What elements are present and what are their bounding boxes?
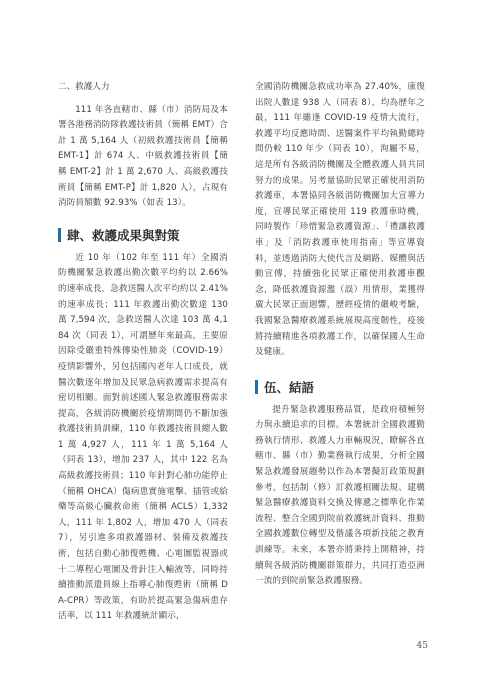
- section-heading-text: 伍、結語: [264, 379, 315, 395]
- section-heading-conclusion: [255, 377, 425, 397]
- paragraph-conclusion: 提升緊急救護服務品質，是政府積極努力與永續追求的目標。本署統計全國救護勤務執行情形、救護人力車輛現況，瞭解各直轄市、縣（市）勤業務執行成果，分析全國緊急救護發展趨勢以作為本署擬訂政策規劃參考，包括制（修）訂救護相關法規、建構緊急醫療救護資料交換及傳遞之標準化作業流程、整合全國到院前救護統計資料、推動全國救護數位轉型及偕議各項新技能之教育訓練等。未來，本署亦將秉持上開精神，持續與各級消防機關群策群力，共同打造亞洲一流的到院前緊急救護服務。: [255, 404, 425, 587]
- paragraph-results-continued: 全國消防機關急救成功率為 27.40%，康復出院人數達 938 人（同表 8），均為歷年之最，111 年雖逢 COVID-19 疫情大流行，救護平均反應時間、送醫案件平均執勤總時間仍較 110 年少（同表 10），洵屬不易，這是所有各級消防機關及全體救護人員共同努力的成果。另考量協助民眾正確使用消防救護車，本署協同各級消防機關加大宣導力度，宣導民眾正確使用 119 救護車時機，同時製作「珍惜緊急救護資源」、「禮讓救護車」及「消防救護車使用指南」等宣導資料，並透過消防大使代言及網路、媒體與活動宣傳，持續強化民眾正確使用救護車觀念，降低救護資源濫（誤）用情形，業獲得廣大民眾正面迴響，歷經疫情的嚴峻考驗，我國緊急醫療救護系統展現高度韌性，疫後將持續精進各項救護工作，以確保國人生命及健康。: [255, 82, 425, 358]
- right-column: [255, 80, 425, 590]
- paragraph-rescue-manpower: 111 年各直轄市、縣（市）消防局及本署各港務消防隊救護技術員（簡稱 EMT）合計 1 萬 5,164 人（初級救護技術員【簡稱 EMT-1】計 674 人、中級救護技術員【簡稱 EMT-2】計 1 萬 2,670 人、高級救護技術員【簡稱 EMT-P】計 1,820 人），占現有消防員額數 92.93%（如表 13）。: [58, 104, 228, 209]
- heading-accent-bar: [58, 228, 61, 242]
- section-heading-text: 肆、救護成果與對策: [67, 227, 180, 243]
- heading-accent-bar: [255, 380, 258, 394]
- left-column: [58, 80, 228, 625]
- page-number: 45: [416, 641, 428, 651]
- paragraph-results: 近 10 年（102 年至 111 年）全國消防機關緊急救護出勤次數平均約以 2.66% 的速率成長，急救送醫人次平均約以 2.41% 的速率成長；111 年救護出勤次數達 130 萬 7,594 次，急救送醫人次達 103 萬 4,184 次（同表 1），可謂歷年來最高，主要原因除受嚴重特殊傳染性肺炎（COVID-19）疫情影響外，另包括國內老年人口成長，就醫次數逐年增加及民眾急病救護需求提高有密切相關。面對前述國人緊急救護服務需求提高，各級消防機關於疫情期間仍不斷加強救護技術員訓練，110 年救護技術員總人數 1 萬 4,927 人，111 年 1 萬 5,164 人（同表 13），增加 237 人，其中 122 名為高級救護技術員；110 年針對心肺功能停止（簡稱 OHCA）傷病患實施電擊、插管或給藥等高級心臟救命術（簡稱 ACLS）1,332 人，111 年 1,802 人，增加 470 人（同表 7），另引進多項救護器材、裝備及救護技術，包括自動心肺復甦機、心電圖監視器或十二導程心電圖及骨針注入輸液等，同時持續推動派遣員線上指導心肺復甦術（簡稱 DA-CPR）等政策，有助於提高緊急傷病患存活率，以 111 年救護統計顯示，: [58, 252, 228, 622]
- section-subheading: 二、救護人力: [58, 82, 110, 92]
- section-heading-results: [58, 225, 228, 245]
